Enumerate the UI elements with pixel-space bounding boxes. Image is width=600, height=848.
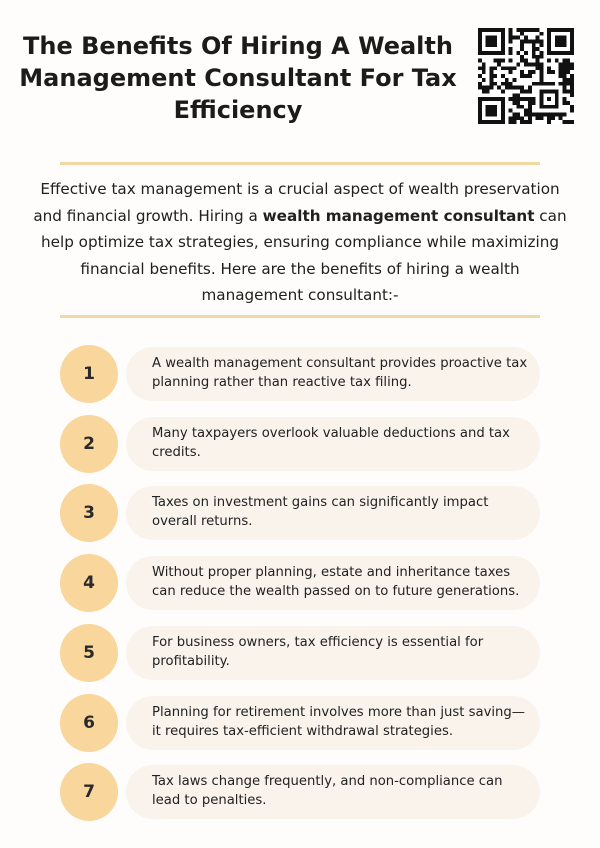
number-badge: 7 — [60, 763, 118, 821]
benefit-item-1 — [60, 345, 540, 403]
number-badge: 3 — [60, 484, 118, 542]
benefit-item-3 — [60, 484, 540, 542]
number-badge: 1 — [60, 345, 118, 403]
benefit-text: Taxes on investment gains can significantly impact overall returns. — [152, 495, 489, 529]
benefit-text: Without proper planning, estate and inheritance taxes can reduce the wealth passed on to future generations. — [152, 565, 520, 599]
number-badge: 2 — [60, 415, 118, 473]
benefit-item-7 — [60, 763, 540, 821]
number-badge: 6 — [60, 694, 118, 752]
top-divider — [60, 162, 540, 165]
benefit-item-5 — [60, 624, 540, 682]
intro-paragraph — [30, 176, 570, 309]
intro-text-start: Effective tax management is a crucial aspect of wealth preservation and financial growth. Hiring a — [33, 180, 560, 225]
benefit-text: Many taxpayers overlook valuable deductions and tax credits. — [152, 426, 510, 460]
number-badge: 4 — [60, 554, 118, 612]
benefit-text: Planning for retirement involves more than just saving—it requires tax-efficient withdrawal strategies. — [152, 705, 525, 739]
benefit-text: Tax laws change frequently, and non-compliance can lead to penalties. — [152, 774, 503, 808]
number-badge: 5 — [60, 624, 118, 682]
benefit-text: A wealth management consultant provides proactive tax planning rather than reactive tax filing. — [152, 356, 528, 390]
intro-text-end: can help optimize tax strategies, ensuring compliance while maximizing financial benefits. Here are the benefits of hiring a wealth management consultant:- — [41, 206, 567, 304]
benefit-item-2 — [60, 415, 540, 473]
page-title: The Benefits Of Hiring A Wealth Management Consultant For Tax Efficiency — [19, 32, 457, 124]
intro-highlight: wealth management consultant — [262, 206, 535, 225]
qr-code-icon — [478, 28, 574, 124]
benefit-item-4 — [60, 554, 540, 612]
benefit-item-6 — [60, 694, 540, 752]
benefit-text: For business owners, tax efficiency is essential for profitability. — [152, 635, 484, 669]
bottom-divider — [60, 315, 540, 318]
